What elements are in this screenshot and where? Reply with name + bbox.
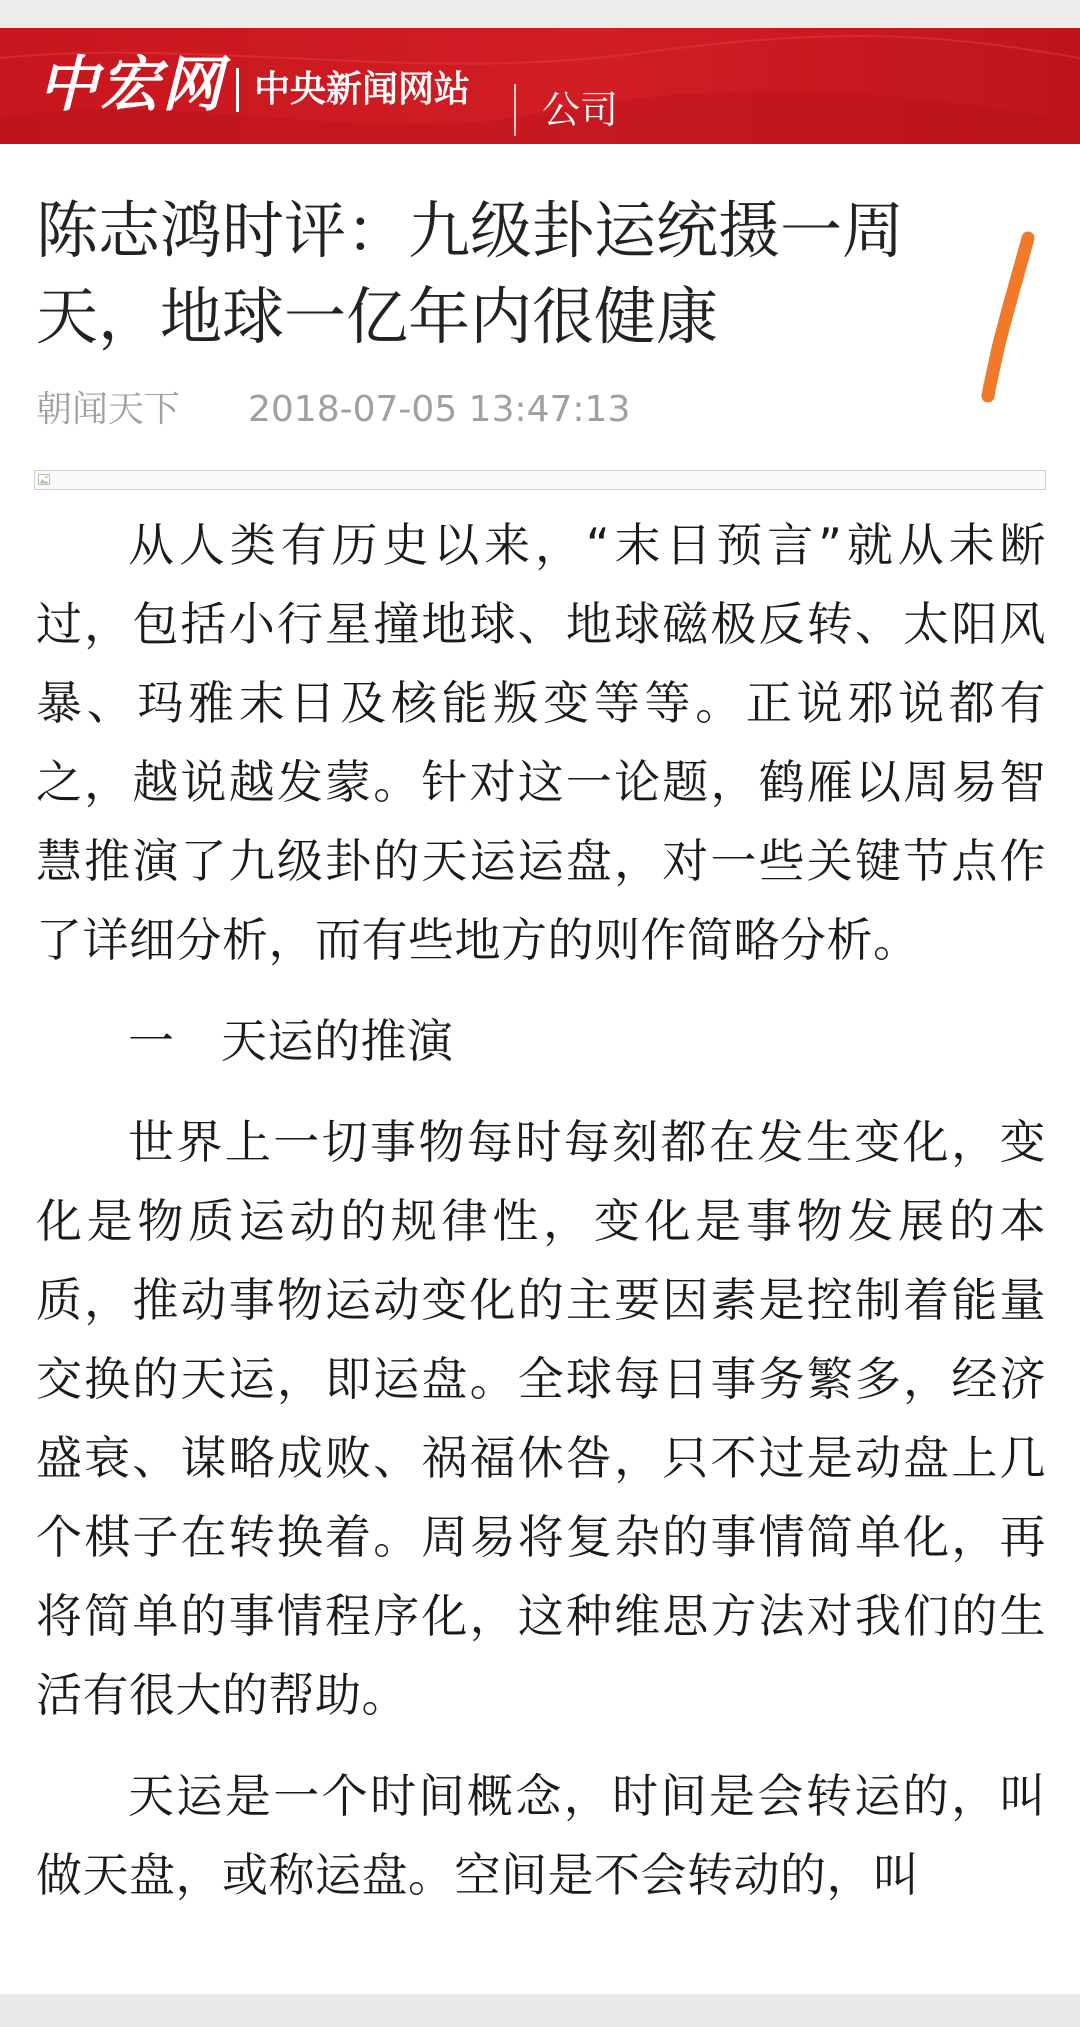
nav-divider	[514, 84, 516, 136]
site-tagline: 中央新闻网站	[254, 69, 471, 110]
site-header	[0, 28, 1080, 144]
article-image-placeholder	[34, 470, 1046, 490]
article-body	[36, 506, 1046, 1937]
nav-link-company[interactable]: 公司	[542, 88, 619, 132]
section-heading: 一 天运的推演	[128, 1014, 454, 1068]
article-paragraph: 天运是一个时间概念，时间是会转运的，叫做天盘，或称运盘。空间是不会转动的，叫	[36, 1769, 1046, 1902]
article-title: 陈志鸿时评：九级卦运统摄一周天，地球一亿年内很健康	[36, 194, 905, 353]
article-paragraph: 世界上一切事物每时每刻都在发生变化，变化是物质运动的规律性，变化是事物发展的本质，推动事物运动变化的主要因素是控制着能量交换的天运，即运盘。全球每日事务繁多，经济盛衰、谋略成败、祸福休咎，只不过是动盘上几个棋子在转换着。周易将复杂的事情简单化，再将简单的事情程序化，这种维思方法对我们的生活有很大的帮助。	[36, 1115, 1046, 1722]
article-page	[0, 144, 1080, 1994]
top-status-strip	[0, 0, 1080, 28]
logo-divider	[236, 68, 239, 112]
bottom-strip	[0, 1994, 1080, 2027]
article-source[interactable]: 朝闻天下	[36, 389, 181, 430]
site-logo[interactable]: 中宏网	[38, 50, 224, 120]
article-meta	[36, 388, 630, 432]
article-paragraph: 从人类有历史以来，“末日预言”就从未断过，包括小行星撞地球、地球磁极反转、太阳风暴、玛雅末日及核能叛变等等。正说邪说都有之，越说越发蒙。针对这一论题，鹤雁以周易智慧推演了九级卦的天运运盘，对一些关键节点作了详细分析，而有些地方的则作简略分析。	[36, 518, 1046, 967]
broken-image-icon	[38, 474, 50, 485]
orange-pen-stroke-icon	[970, 228, 1040, 408]
article-datetime: 2018-07-05 13:47:13	[248, 389, 631, 430]
